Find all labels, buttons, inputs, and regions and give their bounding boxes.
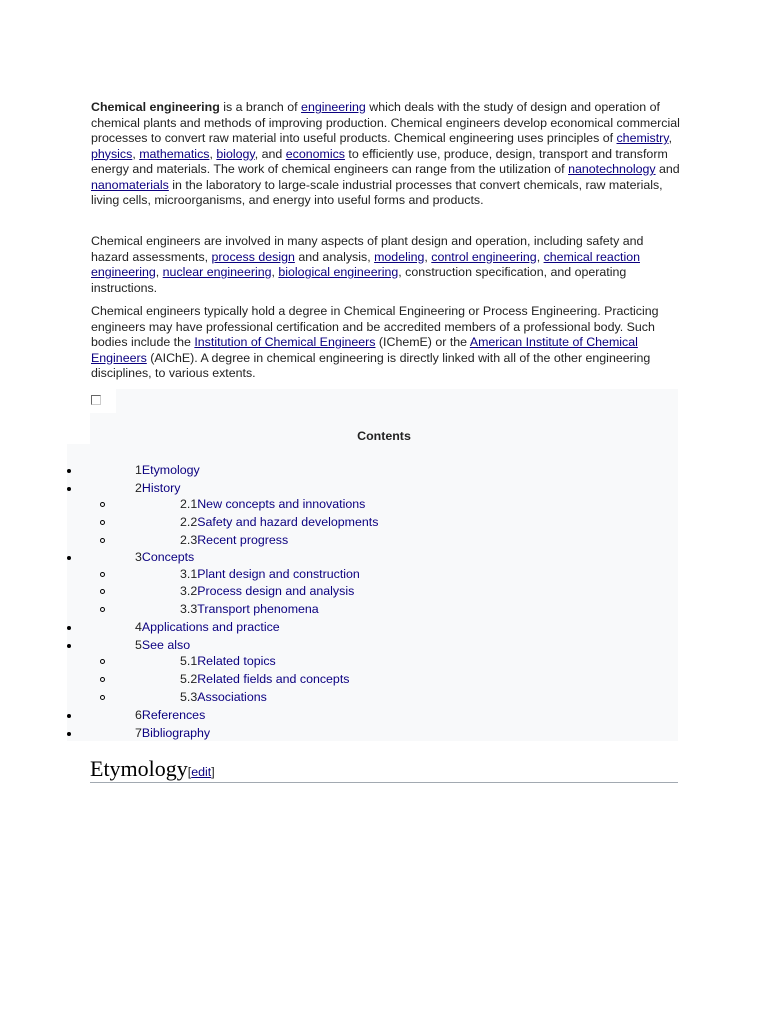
edit-bracket-close: ]: [211, 765, 215, 779]
text: ,: [132, 146, 140, 161]
link-process-design[interactable]: process design: [211, 249, 295, 264]
text: , construction specification, and operating instructions.: [91, 265, 627, 295]
toc-item-plant-design[interactable]: [180, 567, 360, 581]
link-chemical-reaction-engineering[interactable]: chemical reaction engineering: [91, 249, 640, 279]
text: to efficiently use, produce, design, transport and transform energy and materials. The work of chemical engineers can range from the utilization of: [91, 146, 668, 176]
text: Chemical engineers are involved in many aspects of plant design and operation, including safety and hazard assessments,: [91, 234, 644, 264]
toc-number: 5.3: [180, 690, 198, 704]
toc-item-bibliography[interactable]: [135, 726, 210, 740]
link-physics[interactable]: physics: [91, 146, 133, 161]
link-nanotechnology[interactable]: nanotechnology: [568, 162, 656, 176]
text: ,: [155, 265, 163, 279]
toc-sub-bullet: [100, 604, 105, 612]
intro-paragraph-3: [91, 304, 681, 382]
toc-label: New concepts and innovations: [197, 497, 366, 511]
toc-bullet: [67, 465, 71, 473]
toc-bullet: [67, 552, 71, 560]
toc-label: Etymology: [141, 463, 200, 477]
toc-label: Safety and hazard developments: [197, 515, 379, 529]
toc-item-recent-progress[interactable]: [180, 533, 288, 547]
toc-number: 3.2: [180, 584, 198, 598]
toc-item-see-also[interactable]: [135, 638, 190, 652]
toc-number: 2.2: [180, 515, 198, 529]
toc-gap: [67, 389, 90, 444]
link-economics[interactable]: economics: [285, 146, 345, 161]
toc-item-associations[interactable]: [180, 690, 267, 704]
toc-label: Related topics: [197, 654, 276, 668]
toc-label: References: [141, 708, 206, 722]
text: ,: [536, 249, 544, 264]
toc-sub-bullet: [100, 517, 105, 525]
link-biology[interactable]: biology: [216, 146, 255, 161]
toc-bullet: [67, 640, 71, 648]
toc-label: History: [141, 481, 181, 495]
toc-item-related-fields[interactable]: [180, 672, 349, 686]
text: ,: [668, 131, 673, 145]
toc-label: Transport phenomena: [197, 602, 319, 616]
edit-section: [188, 765, 215, 779]
toc-item-safety[interactable]: [180, 515, 378, 529]
text: which deals with the study of design and operation of chemical plants and methods of improving production. Chemical engineers develop economical commercial processes to convert raw material into useful products. Chemical engineering uses principles of: [91, 100, 680, 145]
text: (AIChE). A degree in chemical engineering is directly linked with all of the other engineering disciplines, to various extents.: [91, 350, 651, 380]
toc-number: 5.2: [180, 672, 198, 686]
text: is a branch of: [219, 100, 302, 114]
toc-label: Related fields and concepts: [197, 672, 350, 686]
toc-sub-bullet: [100, 586, 105, 594]
toc-title: Contents: [357, 429, 411, 443]
toc-item-history[interactable]: [135, 481, 180, 495]
text: ,: [271, 265, 279, 279]
toc-bullet: [67, 710, 71, 718]
toc-number: 4: [135, 620, 142, 634]
toc-sub-bullet: [100, 674, 105, 682]
toc-bullet: [67, 728, 71, 736]
toc-number: 7: [135, 726, 142, 740]
article-subject: Chemical engineering: [91, 100, 220, 114]
toc-label: Applications and practice: [141, 620, 280, 634]
toc-number: 5: [135, 638, 142, 652]
toc-number: 2.1: [180, 497, 198, 511]
toc-sub-bullet: [100, 692, 105, 700]
text: in the laboratory to large-scale industrial processes that convert chemicals, raw materials, living cells, microorganisms, and energy into useful forms and products.: [91, 177, 663, 207]
intro-paragraph-2: [91, 234, 681, 296]
toc-item-new-concepts[interactable]: [180, 497, 365, 511]
link-modeling[interactable]: modeling: [374, 249, 425, 264]
link-nuclear-engineering[interactable]: nuclear engineering: [162, 265, 272, 279]
toc-item-related-topics[interactable]: [180, 654, 276, 668]
toc-number: 5.1: [180, 654, 198, 668]
toc-label: Associations: [197, 690, 267, 704]
toc-sub-bullet: [100, 569, 105, 577]
text: ,: [209, 146, 217, 161]
toc-label: Bibliography: [141, 726, 211, 740]
toc-item-concepts[interactable]: [135, 550, 194, 564]
toc-item-references[interactable]: [135, 708, 205, 722]
toc-item-etymology[interactable]: [135, 463, 200, 477]
text: and analysis,: [294, 249, 375, 264]
toc-item-process-design[interactable]: [180, 584, 354, 598]
toc-bullet: [67, 483, 71, 491]
link-chemistry[interactable]: chemistry: [616, 131, 669, 145]
link-control-engineering[interactable]: control engineering: [431, 249, 537, 264]
toc-label: Process design and analysis: [197, 584, 355, 598]
toc-number: 1: [135, 463, 142, 477]
toc-number: 2.3: [180, 533, 198, 547]
link-nanomaterials[interactable]: nanomaterials: [91, 177, 169, 192]
toc-number: 6: [135, 708, 142, 722]
toc-toggle-checkbox[interactable]: [91, 395, 101, 405]
section-heading-etymology: [90, 756, 678, 783]
link-engineering[interactable]: engineering: [301, 100, 366, 114]
link-icheme[interactable]: Institution of Chemical Engineers: [194, 335, 376, 349]
toc-sub-bullet: [100, 499, 105, 507]
edit-bracket-open: [: [187, 765, 192, 779]
edit-link[interactable]: edit: [191, 765, 212, 779]
toc-item-applications[interactable]: [135, 620, 280, 634]
toc-label: Recent progress: [197, 533, 289, 547]
toc-label: See also: [141, 638, 191, 652]
toc-label: Plant design and construction: [197, 567, 360, 581]
link-biological-engineering[interactable]: biological engineering: [278, 265, 399, 279]
heading-text: Etymology: [90, 756, 188, 781]
link-aiche[interactable]: American Institute of Chemical Engineers: [91, 335, 638, 365]
toc-item-transport[interactable]: [180, 602, 319, 616]
toc-number: 3.3: [180, 602, 198, 616]
link-mathematics[interactable]: mathematics: [139, 146, 210, 161]
text: Chemical engineers typically hold a degree in Chemical Engineering or Process Engineering. Practicing engineers may have professional certification and be accredited members of a professional body. Such bodies include the: [91, 304, 659, 349]
toc-number: 3: [135, 550, 142, 564]
toc-sub-bullet: [100, 535, 105, 543]
intro-paragraph-1: [91, 100, 681, 209]
toc-number: 3.1: [180, 567, 198, 581]
text: , and: [254, 146, 286, 161]
toc-sub-bullet: [100, 656, 105, 664]
toc-number: 2: [135, 481, 142, 495]
text: and: [655, 162, 680, 176]
toc-label: Concepts: [141, 550, 195, 564]
toc-bullet: [67, 622, 71, 630]
text: (IChemE) or the: [375, 335, 470, 349]
text: ,: [424, 249, 432, 264]
